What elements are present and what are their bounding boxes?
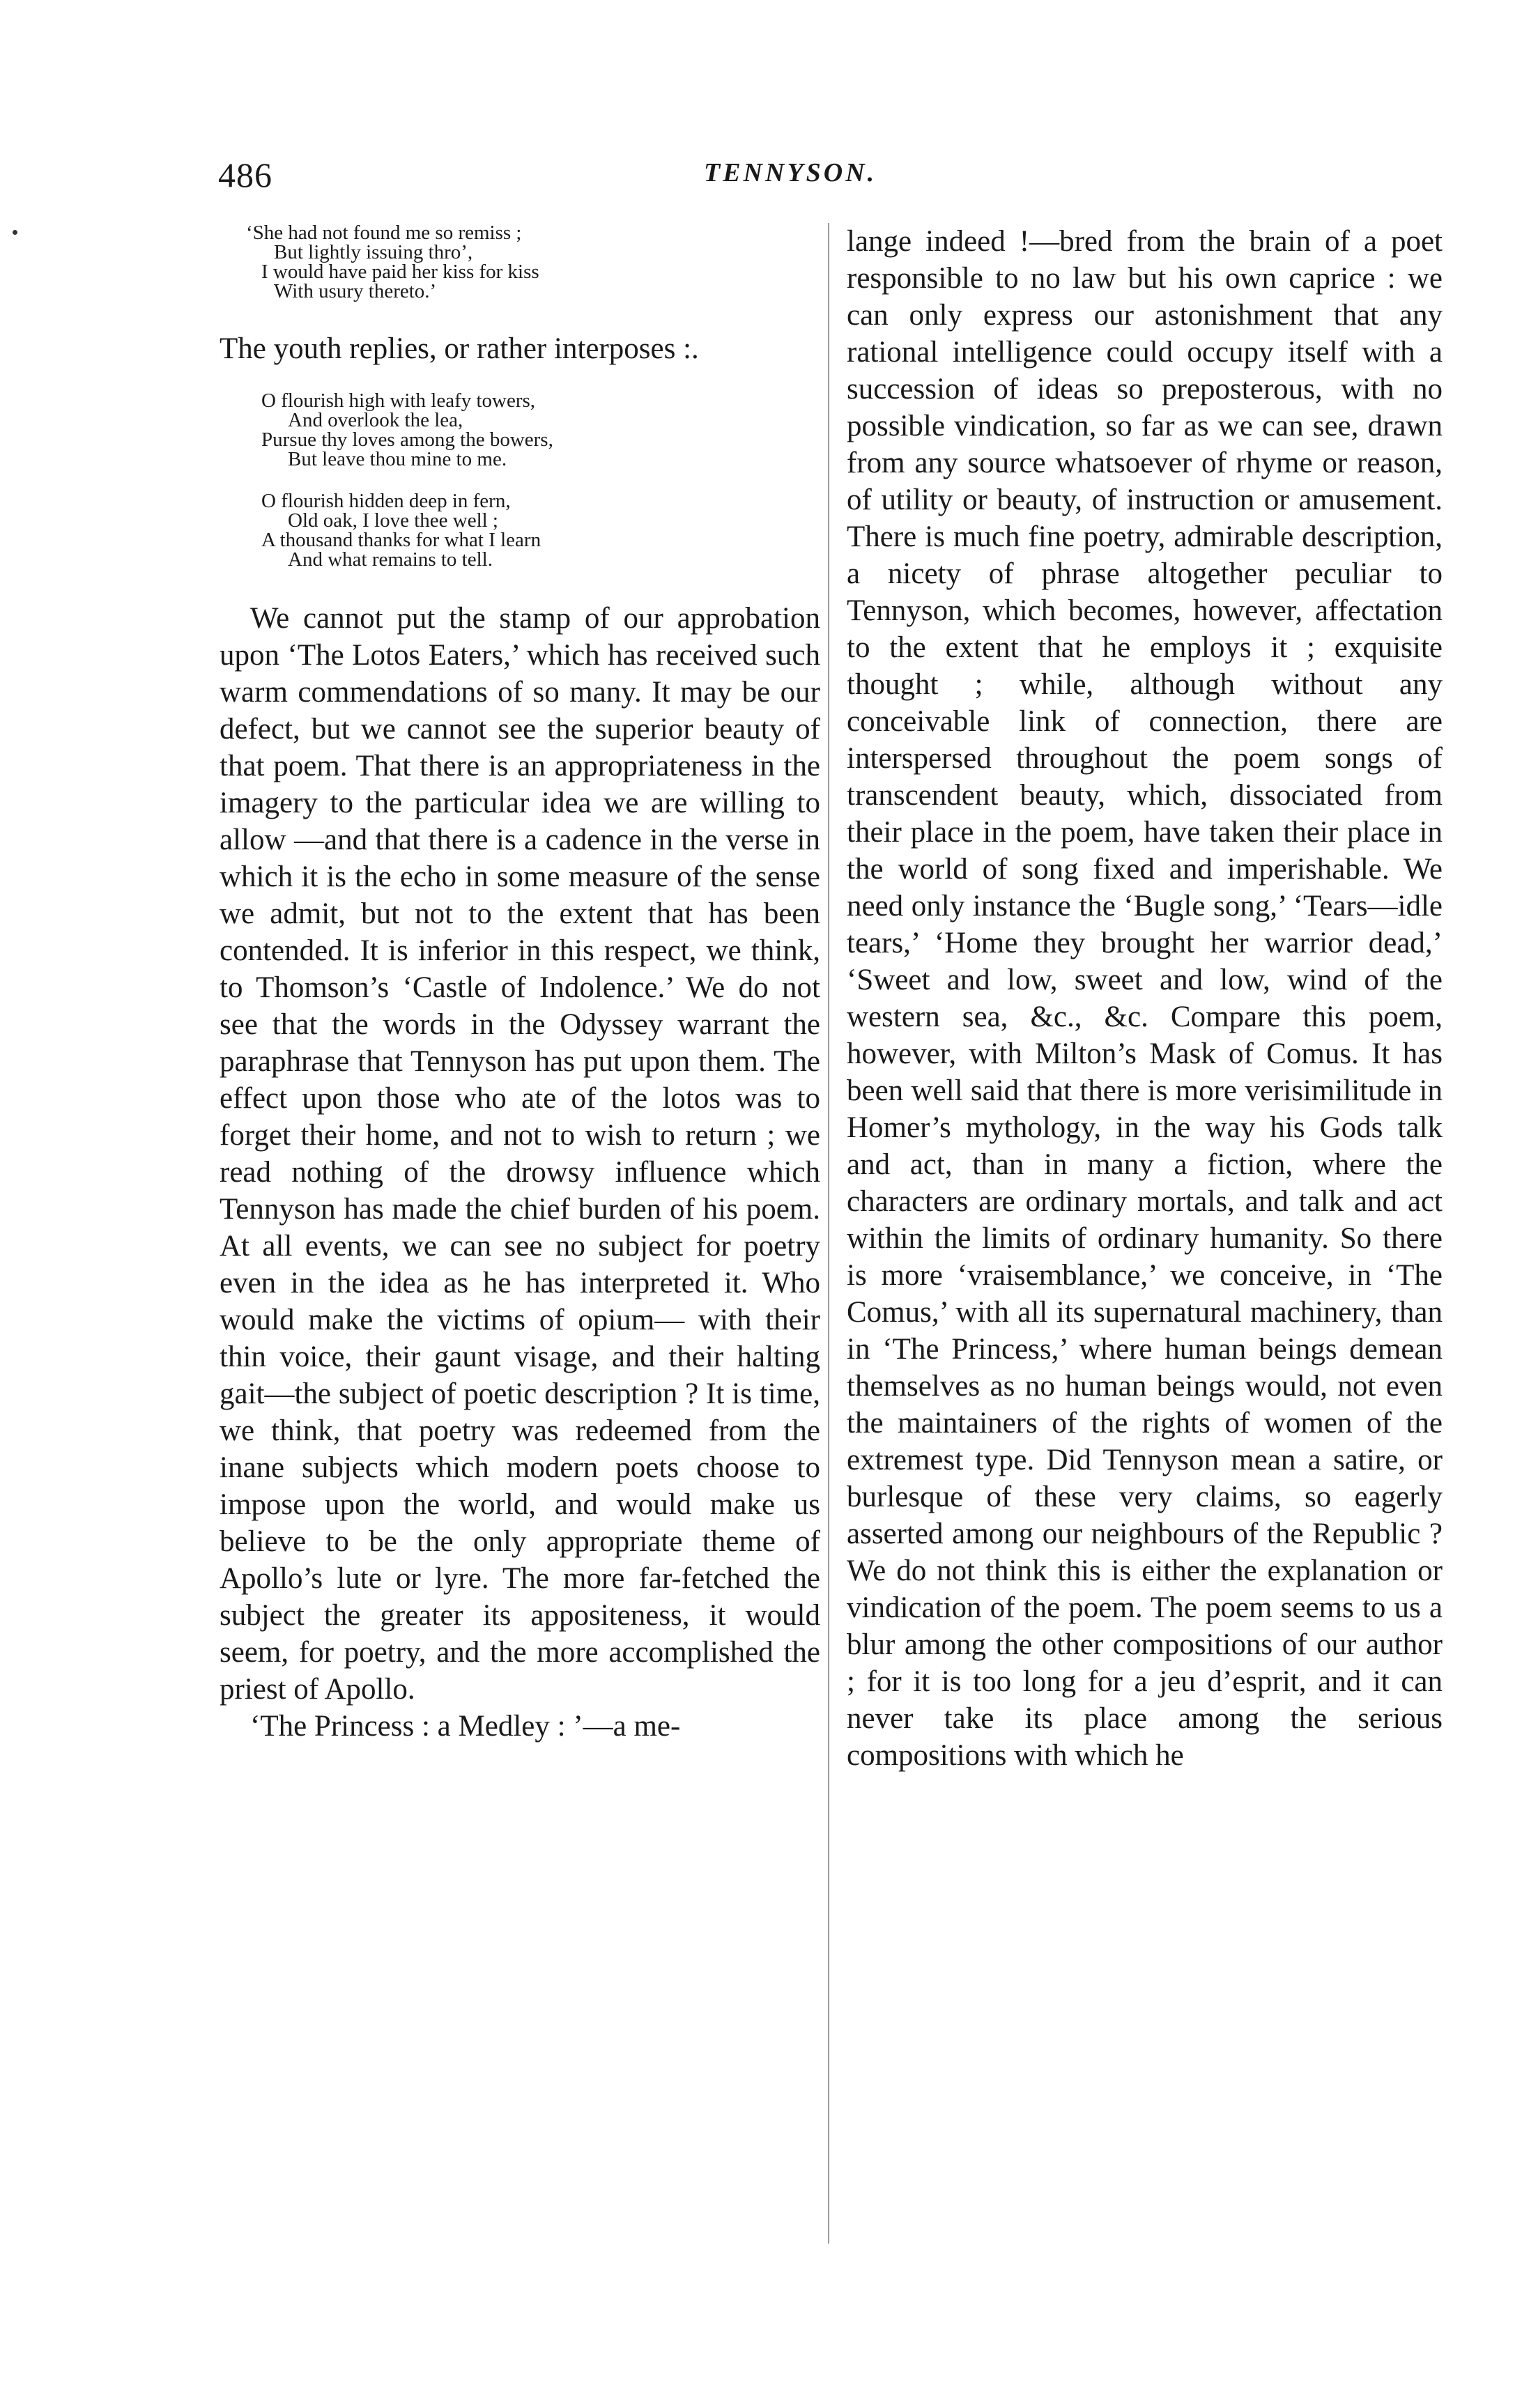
right-column — [847, 223, 1443, 1774]
verse-line: But leave thou mine to me. — [288, 448, 507, 470]
princess-paragraph-start: ‘The Princess : a Medley : ’—a me- — [250, 1710, 681, 1743]
verse-stanzas — [220, 391, 820, 569]
column-divider — [828, 223, 829, 2244]
princess-paragraph-continued: lange indeed !—bred from the brain of a poet responsible to no law but his own caprice : we can only express our astonishment that any rational intelligence could occupy itself with a succession of ideas so preposterous, with no possible vindication, so far as we can see, drawn from any source whatsoever of rhyme or reason, of utility or beauty, of instruction or amusement. There is much fine poetry, admirable description, a nicety of phrase altogether peculiar to Tennyson, which becomes, however, affectation to the extent that he employs it ; exquisite thought ; while, although without any conceivable link of connection, there are interspersed throughout the poem songs of transcendent beauty, which, dissociated from their place in the poem, have taken their place in the world of song fixed and imperishable. We need only instance the ‘Bugle song,’ ‘Tears—idle tears,’ ‘Home they brought her warrior dead,’ ‘Sweet and low, sweet and low, wind of the western sea, &c., &c. Compare this poem, however, with Milton’s Mask of Comus. It has been well said that there is more verisimilitude in Homer’s mythology, in the way his Gods talk and act, than in many a fiction, where the characters are ordinary mortals, and talk and act within the limits of ordinary humanity. So there is more ‘vraisemblance,’ we conceive, in ‘The Comus,’ with all its supernatural machinery, than in ‘The Princess,’ where human beings demean themselves as no human beings would, not even the maintainers of the rights of women of the extremest type. Did Tennyson mean a satire, or burlesque of these very claims, so eagerly asserted among our neighbours of the Republic ? We do not think this is either the explanation or vindication of the poem. The poem seems to us a blur among the other compositions of our author ; for it is too long for a jeu d’esprit, and it can never take its place among the serious compositions with which he — [847, 225, 1443, 1772]
stanza-2 — [261, 491, 820, 569]
stanza-1 — [261, 391, 820, 469]
opening-quote — [220, 223, 820, 301]
verse-line: And overlook the lea, — [288, 409, 463, 431]
quote-line: I would have paid her kiss for kiss — [261, 261, 539, 283]
left-column — [220, 223, 820, 1745]
margin-speck — [13, 230, 17, 235]
verse-line: Old oak, I love thee well ; — [288, 509, 498, 532]
intro-paragraph: The youth replies, or rather interposes :. — [220, 332, 699, 365]
verse-line: Pursue thy loves among the bowers, — [261, 429, 553, 451]
verse-line: O flourish high with leafy towers, — [261, 389, 536, 412]
verse-line: A thousand thanks for what I learn — [261, 529, 541, 551]
quote-line: ‘She had not found me so remiss ; — [246, 222, 522, 244]
page-number: 486 — [218, 155, 272, 194]
quote-line: But lightly issuing thro’, — [274, 241, 473, 263]
quote-line: With usury thereto.’ — [274, 280, 437, 302]
running-title: TENNYSON. — [704, 158, 877, 187]
verse-line: And what remains to tell. — [288, 548, 493, 571]
lotos-eaters-paragraph: We cannot put the stamp of our approbation upon ‘The Lotos Eaters,’ which has received such warm commendations of so many. It may be our defect, but we cannot see the superior beauty of that poem. That there is an appropriateness in the imagery to the particular idea we are willing to allow —and that there is a cadence in the verse in which it is the echo in some measure of the sense we admit, but not to the extent that has been contended. It is inferior in this respect, we think, to Thomson’s ‘Castle of Indolence.’ We do not see that the words in the Odyssey warrant the paraphrase that Tennyson has put upon them. The effect upon those who ate of the lotos was to forget their home, and not to wish to return ; we read nothing of the drowsy influence which Tennyson has made the chief burden of his poem. At all events, we can see no subject for poetry even in the idea as he has interpreted it. Who would make the victims of opium— with their thin voice, their gaunt visage, and their halting gait—the subject of poetic description ? It is time, we think, that poetry was redeemed from the inane subjects which modern poets choose to impose upon the world, and would make us believe to be the only appropriate theme of Apollo’s lute or lyre. The more far-fetched the subject the greater its appositeness, it would seem, for poetry, and the more accomplished the priest of Apollo. — [220, 602, 820, 1706]
verse-line: O flourish hidden deep in fern, — [261, 490, 511, 512]
